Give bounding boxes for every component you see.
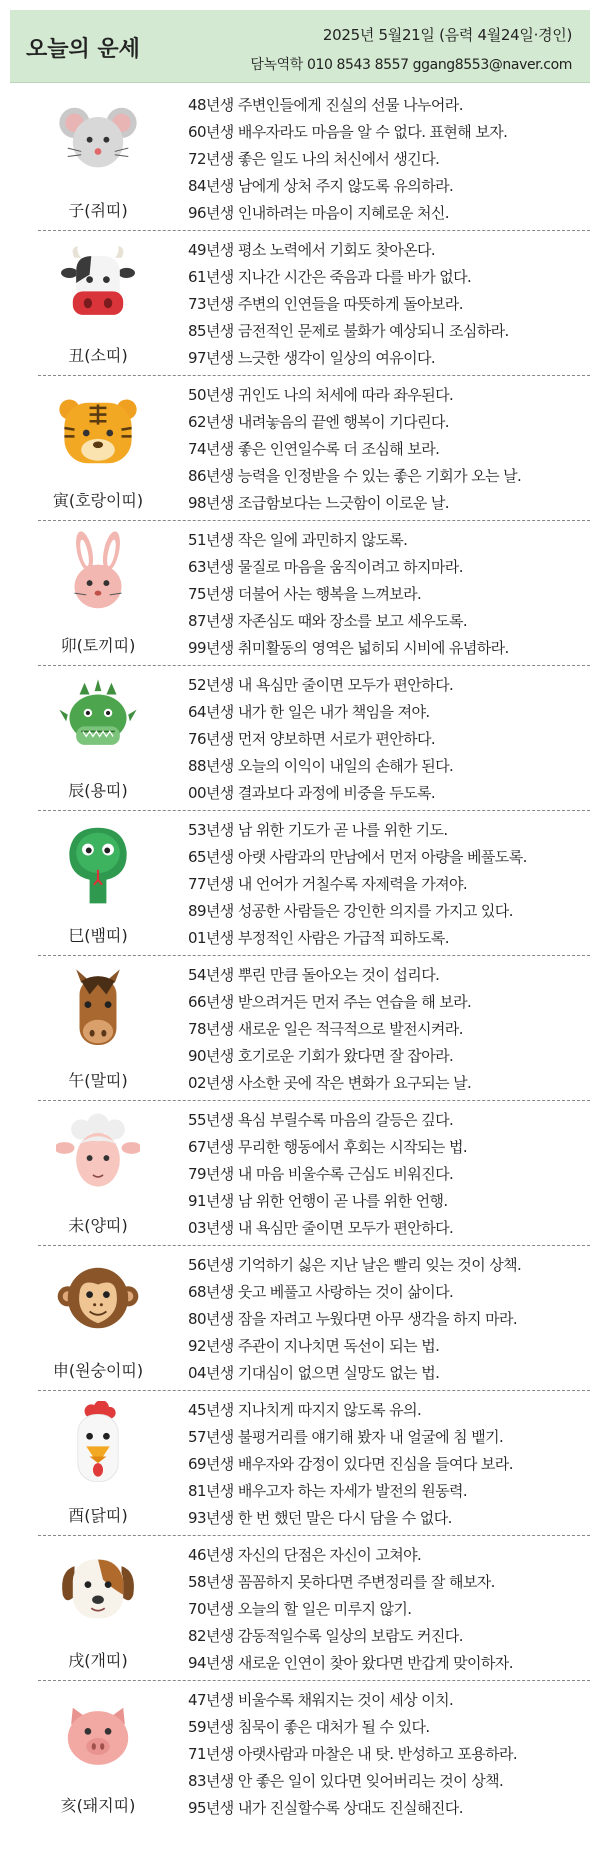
zodiac-list bbox=[38, 86, 590, 1826]
fortune-lines bbox=[188, 382, 588, 517]
fortune-line: 56년생 기억하기 싫은 지난 날은 빨리 잊는 것이 상책. bbox=[188, 1256, 522, 1274]
animal-label: 巳(뱀띠) bbox=[68, 926, 128, 945]
fortune-line: 74년생 좋은 인연일수록 더 조심해 보라. bbox=[188, 440, 440, 458]
fortune-line: 98년생 조급함보다는 느긋함이 이로운 날. bbox=[188, 494, 449, 512]
fortune-line: 59년생 침묵이 좋은 대처가 될 수 있다. bbox=[188, 1718, 430, 1736]
rat-icon bbox=[56, 96, 140, 180]
tiger-icon bbox=[56, 386, 140, 470]
snake-icon bbox=[56, 821, 140, 905]
animal-label: 卯(토끼띠) bbox=[60, 636, 136, 655]
animal-label: 子(쥐띠) bbox=[68, 201, 128, 220]
fortune-line: 83년생 안 좋은 일이 있다면 잊어버리는 것이 상책. bbox=[188, 1772, 504, 1790]
fortune-line: 68년생 웃고 베풀고 사랑하는 것이 삶이다. bbox=[188, 1283, 454, 1301]
fortune-line: 97년생 느긋한 생각이 일상의 여유이다. bbox=[188, 349, 436, 367]
fortune-lines bbox=[188, 1397, 588, 1532]
animal-label: 午(말띠) bbox=[68, 1071, 128, 1090]
fortune-line: 62년생 내려놓음의 끝엔 행복이 기다린다. bbox=[188, 413, 449, 431]
fortune-line: 69년생 배우자와 감정이 있다면 진심을 들여다 보라. bbox=[188, 1455, 513, 1473]
fortune-line: 60년생 배우자라도 마음을 알 수 없다. 표현해 보자. bbox=[188, 123, 508, 141]
fortune-lines bbox=[188, 92, 588, 227]
fortune-lines bbox=[188, 1687, 588, 1822]
fortune-lines bbox=[188, 962, 588, 1097]
fortune-line: 70년생 오늘의 할 일은 미루지 않기. bbox=[188, 1600, 412, 1618]
fortune-line: 72년생 좋은 일도 나의 처신에서 생긴다. bbox=[188, 150, 440, 168]
fortune-line: 52년생 내 욕심만 줄이면 모두가 편안하다. bbox=[188, 676, 454, 694]
zodiac-row-horse bbox=[38, 956, 590, 1101]
rabbit-icon bbox=[56, 531, 140, 615]
animal-label: 寅(호랑이띠) bbox=[52, 491, 144, 510]
zodiac-row-rabbit bbox=[38, 521, 590, 666]
fortune-line: 77년생 내 언어가 거칠수록 자제력을 가져야. bbox=[188, 875, 468, 893]
fortune-line: 48년생 주변인들에게 진실의 선물 나누어라. bbox=[188, 96, 463, 114]
fortune-line: 79년생 내 마음 비울수록 근심도 비워진다. bbox=[188, 1165, 454, 1183]
fortune-lines bbox=[188, 527, 588, 662]
fortune-line: 94년생 새로운 인연이 찾아 왔다면 반갑게 맞이하자. bbox=[188, 1654, 513, 1672]
fortune-line: 84년생 남에게 상처 주지 않도록 유의하라. bbox=[188, 177, 454, 195]
fortune-line: 66년생 받으려거든 먼저 주는 연습을 해 보라. bbox=[188, 993, 472, 1011]
animal-cell bbox=[38, 966, 158, 1090]
zodiac-row-rat bbox=[38, 86, 590, 231]
fortune-line: 61년생 지나간 시간은 죽음과 다를 바가 없다. bbox=[188, 268, 472, 286]
fortune-line: 46년생 자신의 단점은 자신이 고쳐야. bbox=[188, 1546, 422, 1564]
fortune-line: 80년생 잠을 자려고 누웠다면 아무 생각을 하지 마라. bbox=[188, 1310, 518, 1328]
zodiac-row-monkey bbox=[38, 1246, 590, 1391]
dragon-icon bbox=[56, 676, 140, 760]
fortune-line: 03년생 내 욕심만 줄이면 모두가 편안하다. bbox=[188, 1219, 454, 1237]
fortune-line: 47년생 비울수록 채워지는 것이 세상 이치. bbox=[188, 1691, 454, 1709]
animal-cell bbox=[38, 821, 158, 945]
fortune-lines bbox=[188, 1252, 588, 1387]
pig-icon bbox=[56, 1691, 140, 1775]
animal-label: 亥(돼지띠) bbox=[60, 1796, 136, 1815]
fortune-line: 65년생 아랫 사람과의 만남에서 먼저 아량을 베풀도록. bbox=[188, 848, 527, 866]
sheep-icon bbox=[56, 1111, 140, 1195]
fortune-line: 04년생 기대심이 없으면 실망도 없는 법. bbox=[188, 1364, 440, 1382]
fortune-lines bbox=[188, 1107, 588, 1242]
horse-icon bbox=[56, 966, 140, 1050]
dog-icon bbox=[56, 1546, 140, 1630]
animal-cell bbox=[38, 386, 158, 510]
fortune-line: 91년생 남 위한 언행이 곧 나를 위한 언행. bbox=[188, 1192, 448, 1210]
monkey-icon bbox=[56, 1256, 140, 1340]
fortune-line: 55년생 욕심 부릴수록 마음의 갈등은 깊다. bbox=[188, 1111, 454, 1129]
zodiac-row-rooster bbox=[38, 1391, 590, 1536]
fortune-line: 63년생 물질로 마음을 움직이려고 하지마라. bbox=[188, 558, 463, 576]
fortune-line: 49년생 평소 노력에서 기회도 찾아온다. bbox=[188, 241, 436, 259]
ox-icon bbox=[56, 241, 140, 325]
animal-label: 申(원숭이띠) bbox=[52, 1361, 144, 1380]
fortune-line: 82년생 감동적일수록 일상의 보람도 커진다. bbox=[188, 1627, 463, 1645]
animal-cell bbox=[38, 531, 158, 655]
animal-cell bbox=[38, 1111, 158, 1235]
zodiac-row-pig bbox=[38, 1681, 590, 1826]
date-line: 2025년 5월21일 (음력 4월24일·경인) bbox=[322, 26, 572, 44]
fortune-line: 95년생 내가 진실할수록 상대도 진실해진다. bbox=[188, 1799, 463, 1817]
animal-label: 辰(용띠) bbox=[68, 781, 128, 800]
fortune-line: 78년생 새로운 일은 적극적으로 발전시켜라. bbox=[188, 1020, 463, 1038]
animal-cell bbox=[38, 1256, 158, 1380]
fortune-line: 96년생 인내하려는 마음이 지혜로운 처신. bbox=[188, 204, 449, 222]
fortune-line: 67년생 무리한 행동에서 후회는 시작되는 법. bbox=[188, 1138, 468, 1156]
zodiac-row-snake bbox=[38, 811, 590, 956]
fortune-line: 75년생 더불어 사는 행복을 느껴보라. bbox=[188, 585, 422, 603]
fortune-line: 76년생 먼저 양보하면 서로가 편안하다. bbox=[188, 730, 436, 748]
fortune-line: 90년생 호기로운 기회가 왔다면 잘 잡아라. bbox=[188, 1047, 454, 1065]
animal-label: 丑(소띠) bbox=[68, 346, 128, 365]
animal-cell bbox=[38, 1546, 158, 1670]
fortune-line: 86년생 능력을 인정받을 수 있는 좋은 기회가 오는 날. bbox=[188, 467, 522, 485]
zodiac-row-tiger bbox=[38, 376, 590, 521]
fortune-line: 50년생 귀인도 나의 처세에 따라 좌우된다. bbox=[188, 386, 454, 404]
animal-label: 戌(개띠) bbox=[68, 1651, 128, 1670]
fortune-lines bbox=[188, 1542, 588, 1677]
contact-line: 담녹역학 010 8543 8557 ggang8553@naver.com bbox=[250, 57, 572, 73]
animal-cell bbox=[38, 96, 158, 220]
fortune-line: 73년생 주변의 인연들을 따뜻하게 돌아보라. bbox=[188, 295, 463, 313]
fortune-line: 54년생 뿌린 만큼 돌아오는 것이 섭리다. bbox=[188, 966, 440, 984]
animal-cell bbox=[38, 1691, 158, 1815]
rooster-icon bbox=[56, 1401, 140, 1485]
fortune-line: 57년생 불평거리를 얘기해 봤자 내 얼굴에 침 뱉기. bbox=[188, 1428, 504, 1446]
fortune-line: 51년생 작은 일에 과민하지 않도록. bbox=[188, 531, 408, 549]
zodiac-row-ox bbox=[38, 231, 590, 376]
fortune-line: 85년생 금전적인 문제로 불화가 예상되니 조심하라. bbox=[188, 322, 509, 340]
fortune-line: 00년생 결과보다 과정에 비중을 두도록. bbox=[188, 784, 436, 802]
fortune-line: 02년생 사소한 곳에 작은 변화가 요구되는 날. bbox=[188, 1074, 472, 1092]
animal-label: 未(양띠) bbox=[68, 1216, 128, 1235]
fortune-line: 81년생 배우고자 하는 자세가 발전의 원동력. bbox=[188, 1482, 468, 1500]
fortune-lines bbox=[188, 817, 588, 952]
fortune-line: 64년생 내가 한 일은 내가 책임을 져야. bbox=[188, 703, 430, 721]
fortune-line: 87년생 자존심도 때와 장소를 보고 세우도록. bbox=[188, 612, 468, 630]
fortune-lines bbox=[188, 237, 588, 372]
animal-cell bbox=[38, 241, 158, 365]
fortune-lines bbox=[188, 672, 588, 807]
zodiac-row-dragon bbox=[38, 666, 590, 811]
zodiac-row-sheep bbox=[38, 1101, 590, 1246]
fortune-line: 53년생 남 위한 기도가 곧 나를 위한 기도. bbox=[188, 821, 448, 839]
animal-label: 酉(닭띠) bbox=[68, 1506, 128, 1525]
fortune-line: 45년생 지나치게 따지지 않도록 유의. bbox=[188, 1401, 422, 1419]
fortune-line: 01년생 부정적인 사람은 가급적 피하도록. bbox=[188, 929, 449, 947]
fortune-line: 71년생 아랫사람과 마찰은 내 탓. 반성하고 포용하라. bbox=[188, 1745, 518, 1763]
fortune-line: 88년생 오늘의 이익이 내일의 손해가 된다. bbox=[188, 757, 454, 775]
zodiac-row-dog bbox=[38, 1536, 590, 1681]
fortune-line: 58년생 꼼꼼하지 못하다면 주변정리를 잘 해보자. bbox=[188, 1573, 495, 1591]
animal-cell bbox=[38, 676, 158, 800]
fortune-line: 89년생 성공한 사람들은 강인한 의지를 가지고 있다. bbox=[188, 902, 513, 920]
page-title: 오늘의 운세 bbox=[26, 37, 140, 62]
header bbox=[10, 10, 590, 83]
fortune-line: 92년생 주관이 지나치면 독선이 되는 법. bbox=[188, 1337, 440, 1355]
fortune-line: 93년생 한 번 했던 말은 다시 담을 수 없다. bbox=[188, 1509, 452, 1527]
fortune-line: 99년생 취미활동의 영역은 넓히되 시비에 유념하라. bbox=[188, 639, 509, 657]
animal-cell bbox=[38, 1401, 158, 1525]
